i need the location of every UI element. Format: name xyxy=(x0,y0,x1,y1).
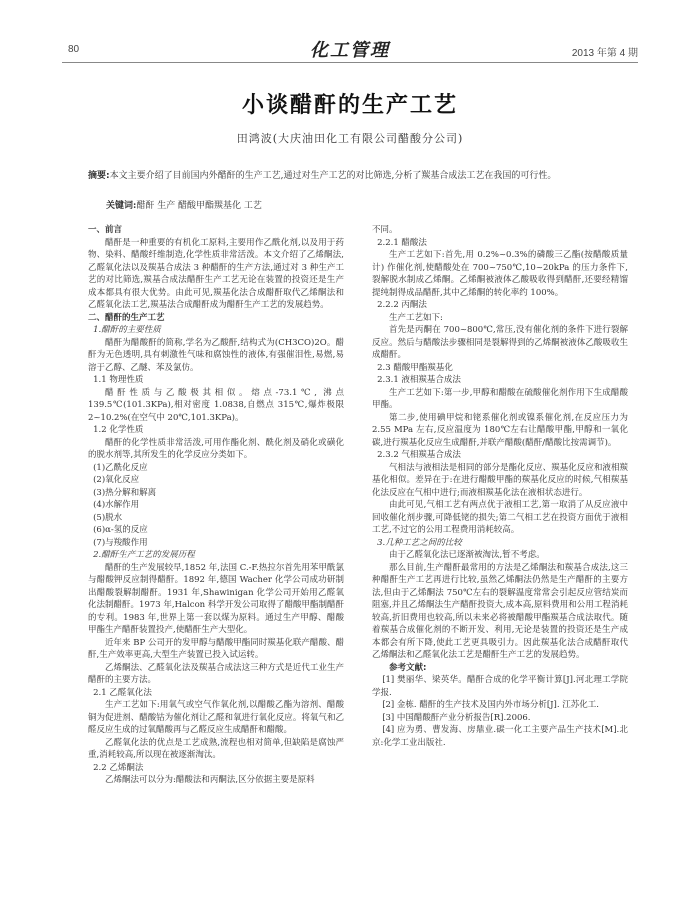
paragraph: 不同。 xyxy=(372,225,398,235)
subsection-heading: 2.3.1 液相羰基合成法 xyxy=(377,375,461,385)
paragraph: 乙烯酮法可以分为:醋酸法和丙酮法,区分依据主要是原料 xyxy=(105,775,315,785)
paragraph: 生产工艺如下: xyxy=(389,312,443,323)
reference-item: [2] 金栋. 醋酐的生产技术及国内外市场分析[J]. 江苏化工. xyxy=(382,700,599,710)
abstract-text: 本文主要介绍了目前国内外醋酐的生产工艺,通过对生产工艺的对比筛选,分析了羰基合成法工艺在我国的可行性。 xyxy=(109,171,557,181)
reference-item: [3] 中国醋酸酐产业分析报告[R].2006. xyxy=(382,712,531,723)
paragraph: 那么目前,生产醋酐最常用的方法是乙烯酮法和羰基合成法,这三种醋酐生产工艺再进行比较,虽然乙烯酮法仍然是生产醋酐的主要方法,但由于乙烯酮法 750℃左右的裂解温度常常会引起反应管结炭而阻塞,并且乙烯酮法生产醋酐投资大,成本高,原料费用和公用工程消耗较高,折旧费用也较高,所以未来必将被醋酸甲酯羰基合成法取代。随着羰基合成催化剂的不断开发、利用,无论是装置的投资还是生产成本都会有所下降,使此工艺更具吸引力。因此羰基化法合成醋酐取代乙烯酮法和乙醛氧化法工艺是醋酐生产工艺的发展趋势。 xyxy=(372,562,628,660)
abstract xyxy=(88,168,616,184)
paragraph: 醋酐性质与乙酸极其相似。熔点-73.1℃, 沸点 139.5℃(101.3KPa),相对密度 1.0838,自燃点 315℃,爆炸极限 2~10.2%(在空气中 20℃,101.3KPa)。 xyxy=(88,387,344,423)
list-item: (2)氧化反应 xyxy=(93,475,140,485)
section-subheading: 2.醋酐生产工艺的发展历程 xyxy=(93,550,195,560)
paragraph: 气相法与液相法是相同的部分是酯化反应、羰基化反应和液相羰基化相似。差异在于:在进行醋酸甲酯的羰基化反应的时候,气相羰基化法反应在气相中进行;而液相羰基化法在液相状态进行。 xyxy=(372,462,628,498)
right-column xyxy=(372,224,628,749)
reference-item: [1] 樊丽华、梁英华。醋酐合成的化学平衡计算[J].河北理工学院学报. xyxy=(372,675,628,698)
subsection-heading: 1.1 物理性质 xyxy=(93,375,144,385)
paragraph: 由此可见,气相工艺有两点优于液相工艺,第一取消了从反应液中回收催化剂步骤,可降低铑的损失;第二气相工艺在投资方面优于液相工艺,不过它的公用工程费用消耗较高。 xyxy=(372,500,628,535)
paragraph: 醋酐的化学性质非常活泼,可用作酯化剂、酰化剂及硝化或磺化的脱水剂等,其所发生的化学反应分类如下。 xyxy=(88,437,344,460)
paragraph: 醋酐为醋酸酐的简称,学名为乙酸酐,结构式为(CH3CO)2O。醋酐为无色透明,具有刺激性气味和腐蚀性的液体,有强催泪性,易燃,易溶于乙醇、乙醚、苯及氯仿。 xyxy=(88,337,344,373)
subsection-heading: 2.1 乙醛氧化法 xyxy=(93,687,152,698)
references-heading: 参考文献: xyxy=(389,662,427,673)
list-item: (6)α-氢的反应 xyxy=(93,525,148,535)
section-heading: 一、前言 xyxy=(88,225,123,235)
section-subheading: 3.几种工艺之间的比较 xyxy=(377,537,462,548)
paragraph: 首先是丙酮在 700~800℃,常压,没有催化剂的条件下进行裂解反应。然后与醋酸法步骤相同是裂解得到的乙烯酮被液体乙酸吸收生成醋酐。 xyxy=(372,325,628,360)
reference-item: [4] 应为勇、曹发海、房鼎业.碳一化工主要产品生产技术[M].北京:化学工业出版社. xyxy=(372,725,628,748)
keywords-text: 醋酐 生产 醋酸甲酯羰基化 工艺 xyxy=(136,201,262,211)
subsection-heading: 2.3 醋酸甲酯羰基化 xyxy=(377,362,453,373)
subsection-heading: 1.2 化学性质 xyxy=(93,425,144,435)
paragraph: 乙烯酮法、乙醛氧化法及羰基合成法这三种方式是近代工业生产醋酐的主要方法。 xyxy=(88,662,344,685)
keywords xyxy=(106,198,262,211)
paragraph: 生产工艺如下:首先,用 0.2%~0.3%的磷酸三乙酯(按醋酸质量计) 作催化剂,使醋酸处在 700~750℃,10~20kPa 的压力条件下,裂解脱水制成乙烯酮。乙烯酮被液体乙酸吸收得到醋酐,还要经精馏提纯制得成品醋酐,其中乙烯酮的转化率约 100%。 xyxy=(372,250,628,298)
paragraph: 乙醛氧化法的优点是工艺成熟,流程也相对简单,但缺陷是腐蚀严重,消耗较高,所以现在被逐渐淘汰。 xyxy=(88,737,344,760)
list-item: (7)与羧酸作用 xyxy=(93,537,148,548)
paragraph: 由于乙醛氧化法已逐渐被淘汰,暂不考虑。 xyxy=(389,550,545,560)
subsection-heading: 2.3.2 气相羰基合成法 xyxy=(377,450,461,460)
article-author: 田鸿波(大庆油田化工有限公司醋酸分公司) xyxy=(236,132,464,145)
list-item: (4)水解作用 xyxy=(93,500,140,510)
subsection-heading: 2.2.1 醋酸法 xyxy=(377,237,427,248)
list-item: (5)脱水 xyxy=(93,512,123,523)
section-subheading: 1.醋酐的主要性质 xyxy=(93,325,161,335)
paragraph: 生产工艺如下:第一步,甲醇和醋酸在硫酸催化剂作用下生成醋酸甲酯。 xyxy=(372,387,628,410)
journal-name: 化工管理 xyxy=(310,40,390,61)
keywords-label: 关键词: xyxy=(106,201,137,211)
paragraph: 醋酐的生产发展较早,1852 年,法国 C.-F.热拉尔首先用苯甲酰氯与醋酸钾反应制得醋酐。1892 年,德国 Wacher 化学公司成功研制出醋酸裂解制醋酐。1931 年,Shawinigan 化学公司开始用乙醛氧化法制醋酐。1973 年,Halcon 科学开发公司取得了醋酸甲酯制醋酐的专利。1983 年,世界上第一套以煤为原料。通过生产甲醇、醋酸甲酯生产醋酐装置投产,使醋酐生产大型化。 xyxy=(88,562,344,635)
article-title: 小谈醋酐的生产工艺 xyxy=(241,93,458,118)
list-item: (1)乙酰化反应 xyxy=(93,462,148,473)
subsection-heading: 2.2.2 丙酮法 xyxy=(377,300,427,310)
issue-label: 2013 年第 4 期 xyxy=(571,48,638,59)
list-item: (3)热分解和解离 xyxy=(93,487,157,498)
page-header xyxy=(0,0,700,66)
paragraph: 生产工艺如下:用氧气或空气作氧化剂,以醋酸乙酯为溶剂、醋酸铜为促进剂、醋酸钴为催化剂让乙醛和氧进行氧化反应。将氧气和乙醛反应生成的过氧醋酸再与乙醛反应生成醋酐和醋酸。 xyxy=(88,700,344,735)
page-number: 80 xyxy=(68,44,80,55)
subsection-heading: 2.2 乙烯酮法 xyxy=(93,762,144,773)
left-column xyxy=(88,224,344,787)
paragraph: 第二步,使用碘甲烷和铑系催化剂或镍系催化剂,在反应压力为 2.55 MPa 左右,反应温度为 180℃左右让醋酸甲酯,甲醇和一氧化碳,进行羰基化反应生成醋酐,并联产醋酸(醋酐/醋酸比按需调节)。 xyxy=(372,412,628,448)
header-divider xyxy=(62,62,638,63)
paragraph: 近年来 BP 公司开的发甲醇与醋酸甲酯同时羰基化联产醋酸、醋酐,生产效率更高,大型生产装置已投入试运转。 xyxy=(88,637,344,660)
section-heading: 二、醋酐的生产工艺 xyxy=(88,312,165,323)
abstract-label: 摘要: xyxy=(88,171,110,181)
paragraph: 醋酐是一种重要的有机化工原料,主要用作乙酰化剂,以及用于药物、染料、醋酸纤维制造,化学性质非常活泼。本文介绍了乙烯酮法,乙醛氧化法以及羰基合成法 3 种醋酐的生产方法,通过对 3 种生产工艺的对比筛选,羰基合成法醋酐生产工艺无论在装置的投资还是生产成本都具有很大优势。由此可见,羰基化法合成醋酐取代乙烯酮法和乙醛氧化法工艺,羰基法合成醋酐成为醋酐生产工艺的发展趋势。 xyxy=(88,237,344,310)
